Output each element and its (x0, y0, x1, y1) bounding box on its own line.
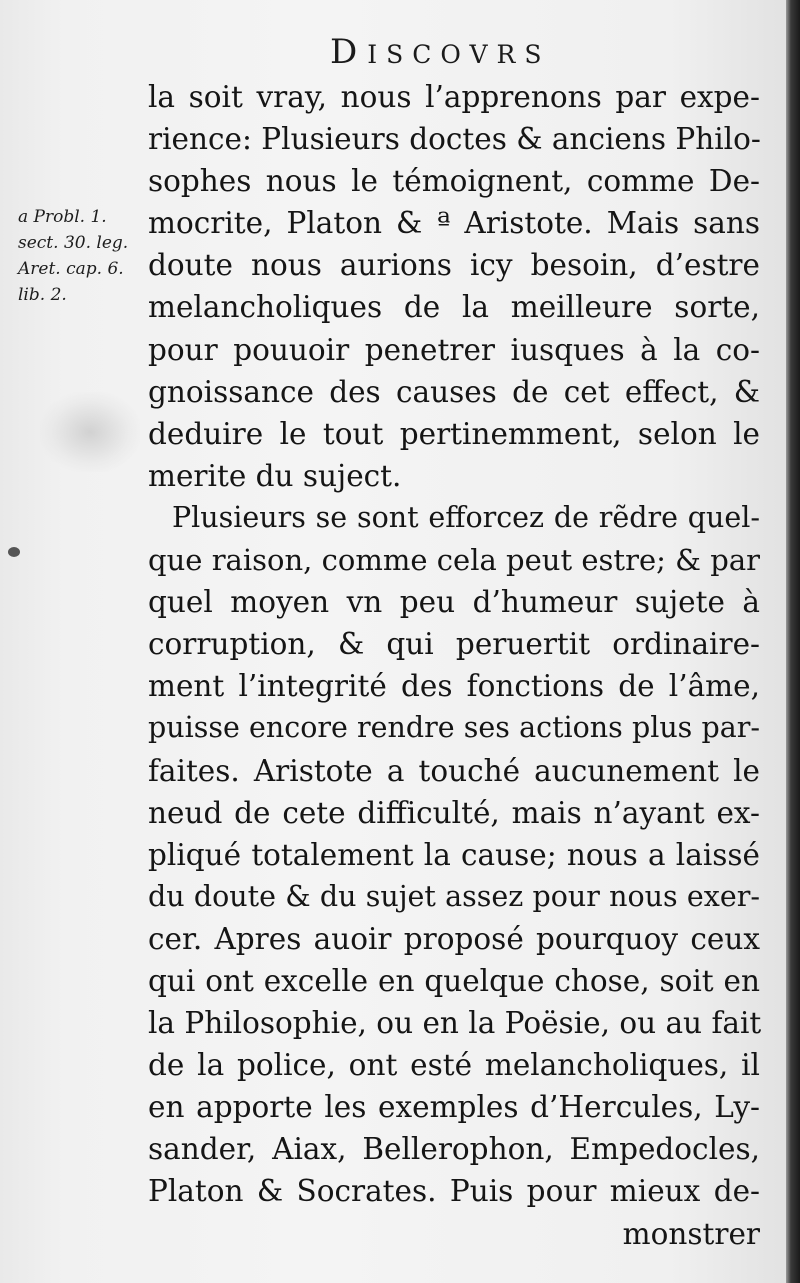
header-initial: D (330, 32, 368, 72)
text-line: la soit vray, nous l’apprenons par expe- (148, 80, 760, 114)
text-line: ment l’integrité des fonctions de l’âme, (148, 669, 760, 704)
show-through-smudge (40, 392, 140, 472)
text-line: puisse encore rendre ses actions plus par- (148, 711, 760, 745)
running-header (330, 32, 630, 72)
margin-note-line: lib. 2. (18, 285, 67, 305)
text-line: du doute & du sujet assez pour nous exer- (148, 879, 760, 913)
body-text (148, 76, 760, 1255)
text-line: cer. Apres auoir proposé pourquoy ceux (148, 921, 760, 956)
text-line: Platon & Socrates. Puis pour mieux de- (148, 1174, 760, 1209)
text-line: de la police, ont esté melancholiques, il (148, 1048, 760, 1083)
text-line: corruption, & qui peruertit ordinaire- (148, 627, 760, 662)
margin-note (18, 204, 148, 308)
text-line: en apporte les exemples d’Hercules, Ly- (148, 1090, 760, 1125)
text-line: melancholiques de la meilleure sorte, (148, 290, 760, 325)
text-line: deduire le tout pertinemment, selon le (148, 416, 760, 451)
text-line: sander, Aiax, Bellerophon, Empedocles, (148, 1132, 760, 1167)
text-line: mocrite, Platon & ª Aristote. Mais sans (148, 206, 760, 241)
text-line: gnoissance des causes de cet effect, & (148, 374, 760, 409)
text-line: doute nous aurions icy besoin, d’estre (148, 248, 760, 283)
text-line: merite du suject. (148, 458, 402, 493)
text-line: rience: Plusieurs doctes & anciens Philo- (148, 122, 761, 157)
text-line: pour pouuoir penetrer iusques à la co- (148, 332, 760, 367)
text-line: Plusieurs se sont efforcez de rẽdre quel- (172, 500, 760, 534)
margin-note-line: sect. 30. leg. (18, 233, 129, 253)
margin-note-line: Aret. cap. 6. (18, 259, 124, 279)
text-line: la Philosophie, ou en la Poësie, ou au fait (148, 1006, 762, 1041)
page-edge-shadow (786, 0, 800, 1283)
text-line: neud de cete difficulté, mais n’ayant ex- (148, 795, 760, 830)
header-rest: ISCOVRS (367, 40, 551, 69)
text-line: faites. Aristote a touché aucunement le (148, 753, 760, 788)
text-line: quel moyen vn peu d’humeur sujete à (148, 585, 760, 620)
text-line: qui ont excelle en quelque chose, soit en (148, 963, 760, 998)
text-line: pliqué totalement la cause; nous a laissé (148, 837, 760, 872)
text-line: que raison, comme cela peut estre; & par (148, 543, 760, 578)
catchword: monstrer (622, 1216, 760, 1251)
text-line: sophes nous le témoignent, comme De- (148, 164, 760, 199)
margin-note-line: a Probl. 1. (18, 207, 107, 227)
ink-blot (8, 547, 20, 557)
